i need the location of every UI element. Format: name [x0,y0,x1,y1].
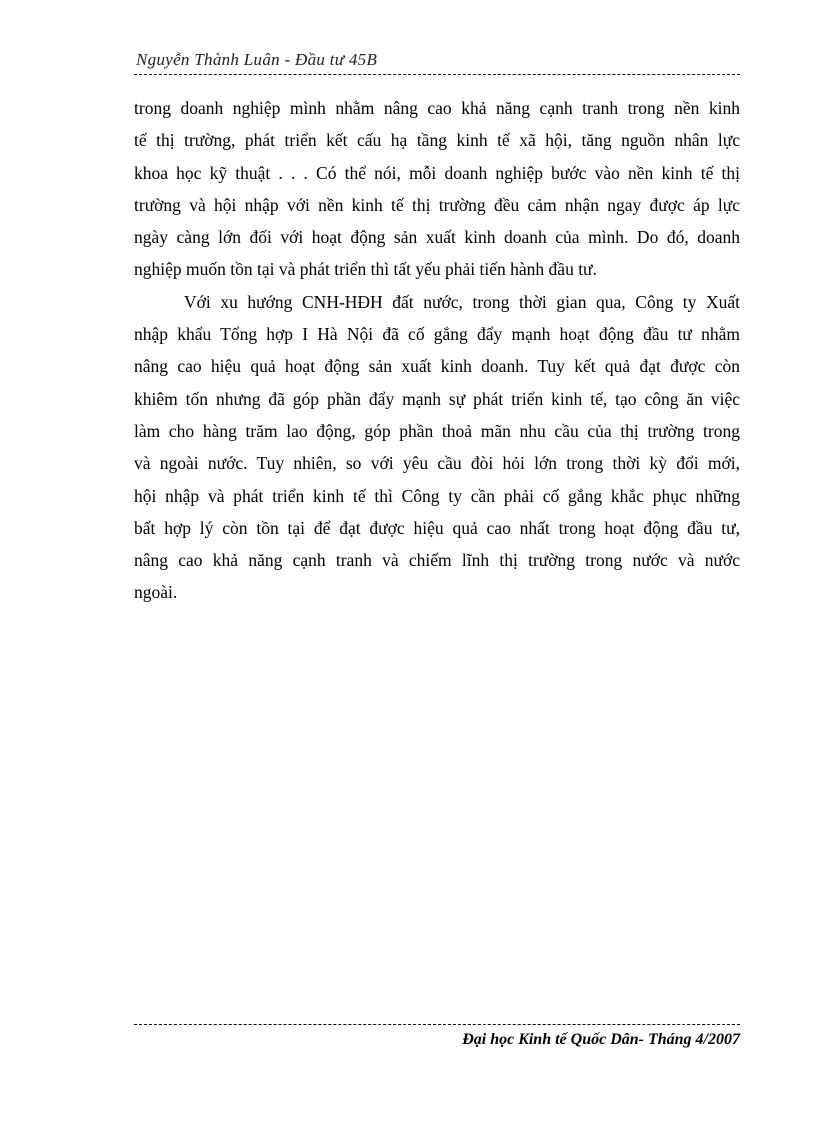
text-line: ngày càng lớn đối với hoạt động sản xuất kinh doanh của mình. Do đó, doanh [134,227,740,248]
text-line: khiêm tốn nhưng đã góp phần đẩy mạnh sự phát triển kinh tế, tạo công ăn việc [134,388,740,409]
page-footer [134,1024,740,1048]
document-body [134,92,740,609]
text-line: nhập khẩu Tổng hợp I Hà Nội đã cố gắng đẩy mạnh hoạt động đầu tư nhằm [134,324,740,345]
text-line: trường và hội nhập với nền kinh tế thị trường đều cảm nhận ngay được áp lực [134,194,740,215]
footer-institution-date: Đại học Kinh tế Quốc Dân- Tháng 4/2007 [462,1031,740,1048]
text-line: bất hợp lý còn tồn tại để đạt được hiệu quả cao nhất trong hoạt động đầu tư, [134,517,740,538]
text-line: nghiệp muốn tồn tại và phát triển thì tất yếu phải tiến hành đầu tư. [134,259,597,280]
text-line: nâng cao hiệu quả hoạt động sản xuất kinh doanh. Tuy kết quả đạt được còn [134,356,740,377]
text-line: ngoài. [134,582,178,603]
text-line: nâng cao khả năng cạnh tranh và chiếm lĩnh thị trường trong nước và nước [134,550,740,571]
page-header [134,48,740,75]
text-line: làm cho hàng trăm lao động, góp phần thoả mãn nhu cầu của thị trường trong [134,420,740,441]
text-line: tế thị trường, phát triển kết cấu hạ tầng kinh tế xã hội, tăng nguồn nhân lực [134,130,740,151]
text-line: trong doanh nghiệp mình nhằm nâng cao khả năng cạnh tranh trong nền kinh [134,98,740,118]
text-line: khoa học kỹ thuật . . . Có thể nói, mỗi doanh nghiệp bước vào nền kinh tế thị [134,162,740,183]
paragraph-1 [134,92,740,286]
text-line: hội nhập và phát triển kinh tế thì Công ty cần phải cố gắng khắc phục những [134,485,740,506]
text-line: và ngoài nước. Tuy nhiên, so với yêu cầu đòi hỏi lớn trong thời kỳ đổi mới, [134,453,740,474]
paragraph-2 [134,286,740,609]
text-line: Với xu hướng CNH-HĐH đất nước, trong thời gian qua, Công ty Xuất [184,291,740,312]
header-author-title: Nguyễn Thành Luân - Đầu tư 45B [136,50,378,69]
